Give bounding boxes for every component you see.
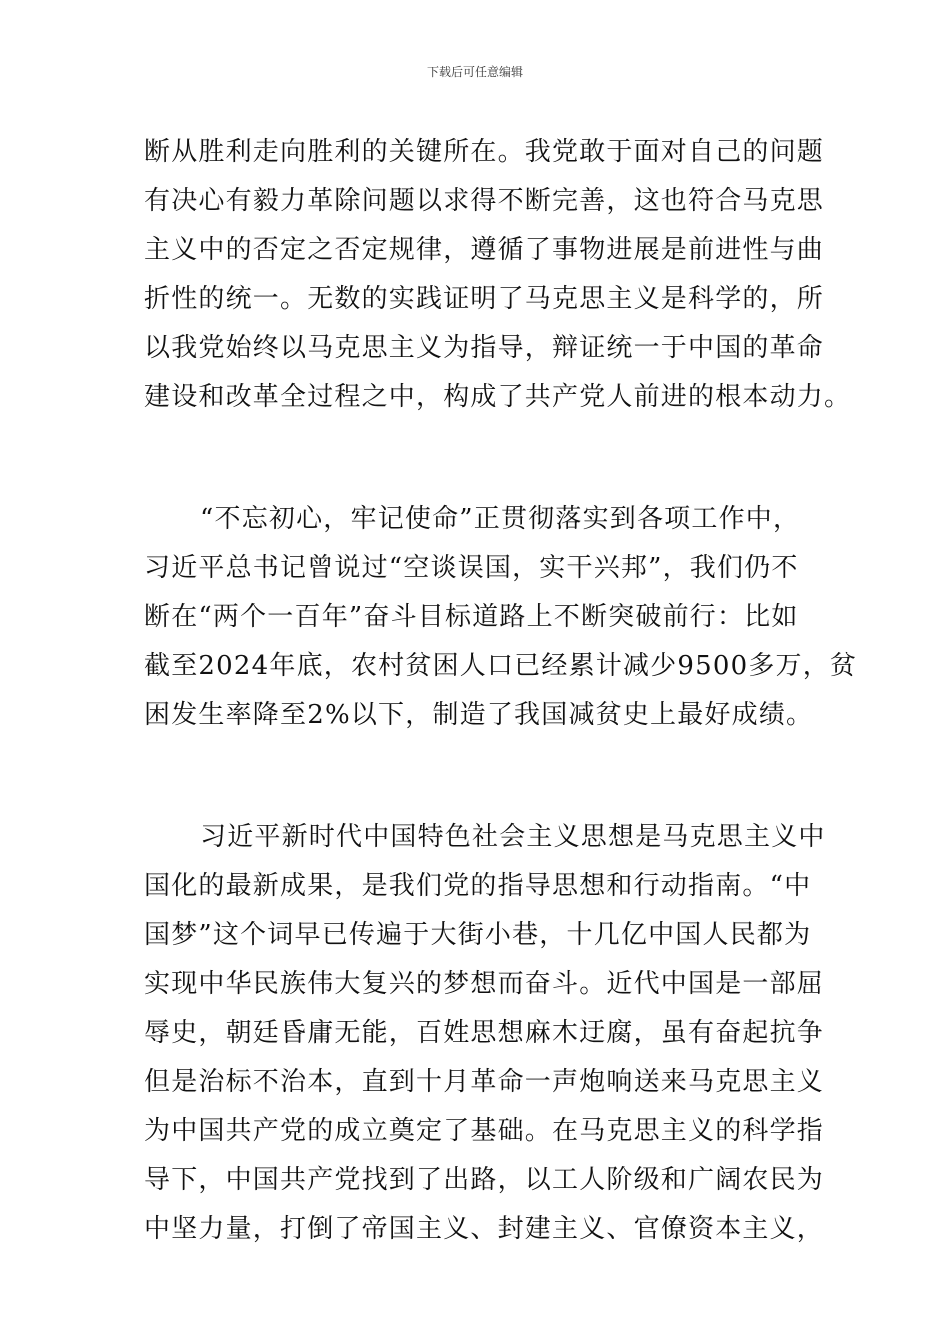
- text-line: 习近平新时代中国特色社会主义思想是马克思主义中: [200, 822, 826, 852]
- text-line: 断从胜利走向胜利的关键所在。我党敢于面对自己的问题: [144, 137, 825, 167]
- text-line: 为中国共产党的成立奠定了基础。在马克思主义的科学指: [144, 1116, 825, 1146]
- text-line: 主义中的否定之否定规律，遵循了事物进展是前进性与曲: [144, 235, 825, 265]
- text-line: 截至2024年底，农村贫困人口已经累计减少9500多万，贫: [144, 651, 858, 681]
- paragraph-spacer: [144, 422, 808, 495]
- text-line: “不忘初心，牢记使命”正贯彻落实到各项工作中，: [200, 504, 801, 534]
- text-line: 习近平总书记曾说过“空谈误国，实干兴邦”，我们仍不: [144, 553, 799, 583]
- text-line: 以我党始终以马克思主义为指导，辩证统一于中国的革命: [144, 333, 825, 363]
- paragraph-1: [144, 128, 852, 422]
- paragraph-spacer: [144, 740, 808, 813]
- text-line: 实现中华民族伟大复兴的梦想而奋斗。近代中国是一部屈: [144, 969, 825, 999]
- text-line: 中坚力量，打倒了帝国主义、封建主义、官僚资本主义，: [144, 1214, 825, 1244]
- text-line: 辱史，朝廷昏庸无能，百姓思想麻木迂腐，虽有奋起抗争: [144, 1018, 825, 1048]
- text-line: 但是治标不治本，直到十月革命一声炮响送来马克思主义: [144, 1067, 825, 1097]
- text-line: 有决心有毅力革除问题以求得不断完善，这也符合马克思: [144, 186, 825, 216]
- text-line: 建设和改革全过程之中，构成了共产党人前进的根本动力。: [144, 382, 852, 412]
- text-line: 国梦”这个词早已传遍于大街小巷，十几亿中国人民都为: [144, 920, 812, 950]
- paragraph-3: [144, 813, 826, 1254]
- text-line: 折性的统一。无数的实践证明了马克思主义是科学的，所: [144, 284, 825, 314]
- paragraph-2: [144, 495, 858, 740]
- text-line: 国化的最新成果，是我们党的指导思想和行动指南。“中: [144, 871, 812, 901]
- text-line: 困发生率降至2%以下，制造了我国减贫史上最好成绩。: [144, 700, 814, 730]
- document-body: [144, 128, 858, 1254]
- text-line: 导下，中国共产党找到了出路，以工人阶级和广阔农民为: [144, 1165, 825, 1195]
- page-header: 下载后可任意编辑: [426, 65, 523, 79]
- text-line: 断在“两个一百年”奋斗目标道路上不断突破前行：比如: [144, 602, 799, 632]
